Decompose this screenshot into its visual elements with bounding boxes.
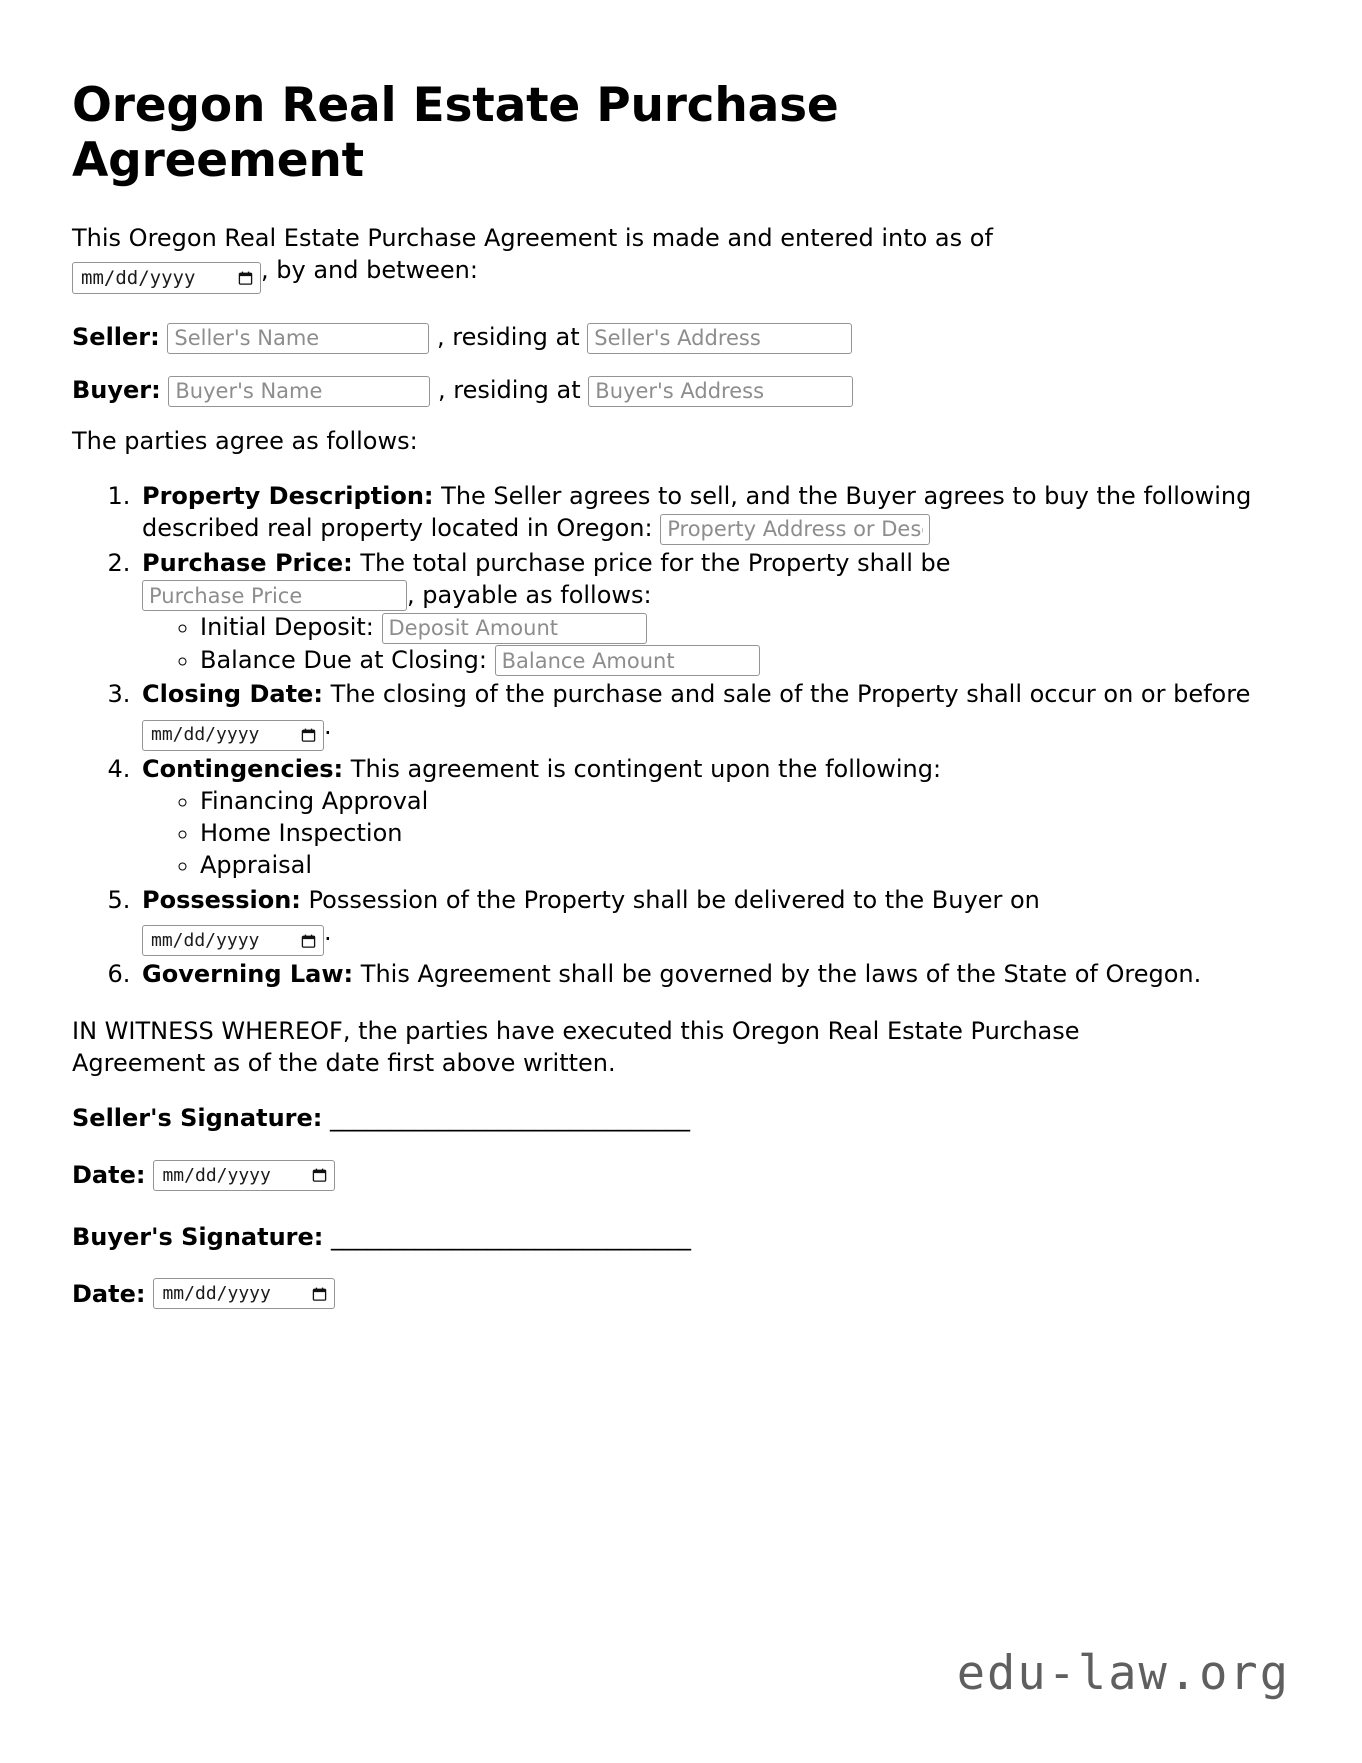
clause-purchase-price-text-after: , payable as follows: (407, 580, 652, 609)
clause-closing-date-text-before: The closing of the purchase and sale of the Property shall occur on or before (330, 680, 1251, 709)
clause-purchase-price-heading: Purchase Price: (142, 548, 353, 577)
clause-governing-law-heading: Governing Law: (142, 960, 354, 989)
contingency-item: ◦ Financing Approval (200, 785, 1268, 817)
buyer-date-label: Date: (72, 1279, 146, 1308)
property-description-input[interactable] (660, 514, 930, 545)
seller-residing-text: , residing at (437, 323, 580, 352)
page-title: Oregon Real Estate Purchase Agreement (72, 78, 839, 189)
calendar-icon (301, 727, 316, 743)
buyer-signature-line[interactable]: ______________________________ (331, 1222, 692, 1251)
calendar-icon (301, 933, 316, 949)
clause-possession-text-after: . (324, 917, 332, 946)
clause-possession-text-before: Possession of the Property shall be delivered to the Buyer on (308, 885, 1040, 914)
clause-property-description (138, 480, 1268, 545)
clause-closing-date-text-after: . (324, 712, 332, 741)
intro-paragraph (72, 223, 1132, 295)
clause-contingencies-text: This agreement is contingent upon the following: (350, 754, 942, 783)
purchase-price-input[interactable] (142, 580, 407, 611)
seller-address-input[interactable] (587, 323, 852, 354)
clause-closing-date-heading: Closing Date: (142, 680, 323, 709)
buyer-name-input[interactable] (168, 376, 430, 407)
buyer-party-line (72, 373, 1290, 408)
clause-closing-date (138, 678, 1268, 751)
seller-party-line (72, 320, 1290, 355)
contingencies-list (142, 785, 1268, 881)
clause-governing-law-text: This Agreement shall be governed by the laws of the State of Oregon. (360, 960, 1202, 989)
contingency-item: ◦ Home Inspection (200, 817, 1268, 849)
closing-date-input[interactable] (142, 720, 324, 751)
clause-contingencies-heading: Contingencies: (142, 754, 344, 783)
clause-purchase-price-text-before: The total purchase price for the Property shall be (360, 548, 951, 577)
buyer-date-input[interactable] (153, 1278, 335, 1309)
buyer-label: Buyer: (72, 376, 161, 405)
clause-governing-law (138, 958, 1268, 990)
witness-paragraph: IN WITNESS WHEREOF, the parties have executed this Oregon Real Estate Purchase Agreement as of the date first above written. (72, 1017, 1080, 1078)
calendar-icon (238, 270, 253, 286)
contingency-item: ◦ Appraisal (200, 849, 1268, 881)
sub-item-balance-due (200, 644, 1268, 677)
buyer-signature-label: Buyer's Signature: (72, 1222, 324, 1251)
initial-deposit-label: Initial Deposit: (200, 613, 374, 642)
seller-label: Seller: (72, 323, 160, 352)
agreement-date-input[interactable] (72, 262, 261, 294)
agreement-date-placeholder: mm/dd/yyyy (81, 266, 196, 289)
possession-date-input[interactable] (142, 925, 324, 956)
parties-agree-intro: The parties agree as follows: (72, 427, 418, 456)
calendar-icon (312, 1167, 327, 1183)
purchase-price-sub-list (142, 611, 1268, 676)
clause-possession (138, 884, 1268, 957)
balance-due-label: Balance Due at Closing: (200, 645, 487, 674)
intro-text-after-date: , by and between: (261, 255, 478, 284)
site-watermark: edu-law.org (956, 1646, 1290, 1701)
buyer-date-row (72, 1278, 1290, 1309)
possession-date-placeholder: mm/dd/yyyy (151, 929, 260, 951)
clause-possession-heading: Possession: (142, 885, 301, 914)
buyer-signature-block (72, 1221, 1290, 1255)
sub-item-initial-deposit (200, 611, 1268, 644)
intro-text-before-date: This Oregon Real Estate Purchase Agreement is made and entered into as of (72, 223, 993, 252)
calendar-icon (312, 1286, 327, 1302)
buyer-date-placeholder: mm/dd/yyyy (162, 1283, 271, 1305)
agreement-clause-list (72, 480, 1268, 991)
clause-purchase-price (138, 547, 1268, 677)
clause-property-heading: Property Description: (142, 481, 434, 510)
seller-date-input[interactable] (153, 1160, 335, 1191)
clause-property-text: The Seller agrees to sell, and the Buyer agrees to buy the following described real property located in Oregon: (142, 481, 1252, 543)
seller-name-input[interactable] (167, 323, 429, 354)
buyer-residing-text: , residing at (438, 376, 581, 405)
seller-signature-label: Seller's Signature: (72, 1104, 323, 1133)
clause-contingencies (138, 753, 1268, 882)
seller-signature-line[interactable]: ______________________________ (330, 1104, 690, 1133)
closing-date-placeholder: mm/dd/yyyy (151, 724, 260, 746)
balance-due-input[interactable] (495, 645, 760, 676)
seller-date-row (72, 1160, 1290, 1191)
buyer-address-input[interactable] (588, 376, 853, 407)
seller-signature-block (72, 1102, 1290, 1136)
initial-deposit-input[interactable] (382, 613, 647, 644)
seller-date-placeholder: mm/dd/yyyy (162, 1164, 271, 1186)
seller-date-label: Date: (72, 1161, 146, 1190)
